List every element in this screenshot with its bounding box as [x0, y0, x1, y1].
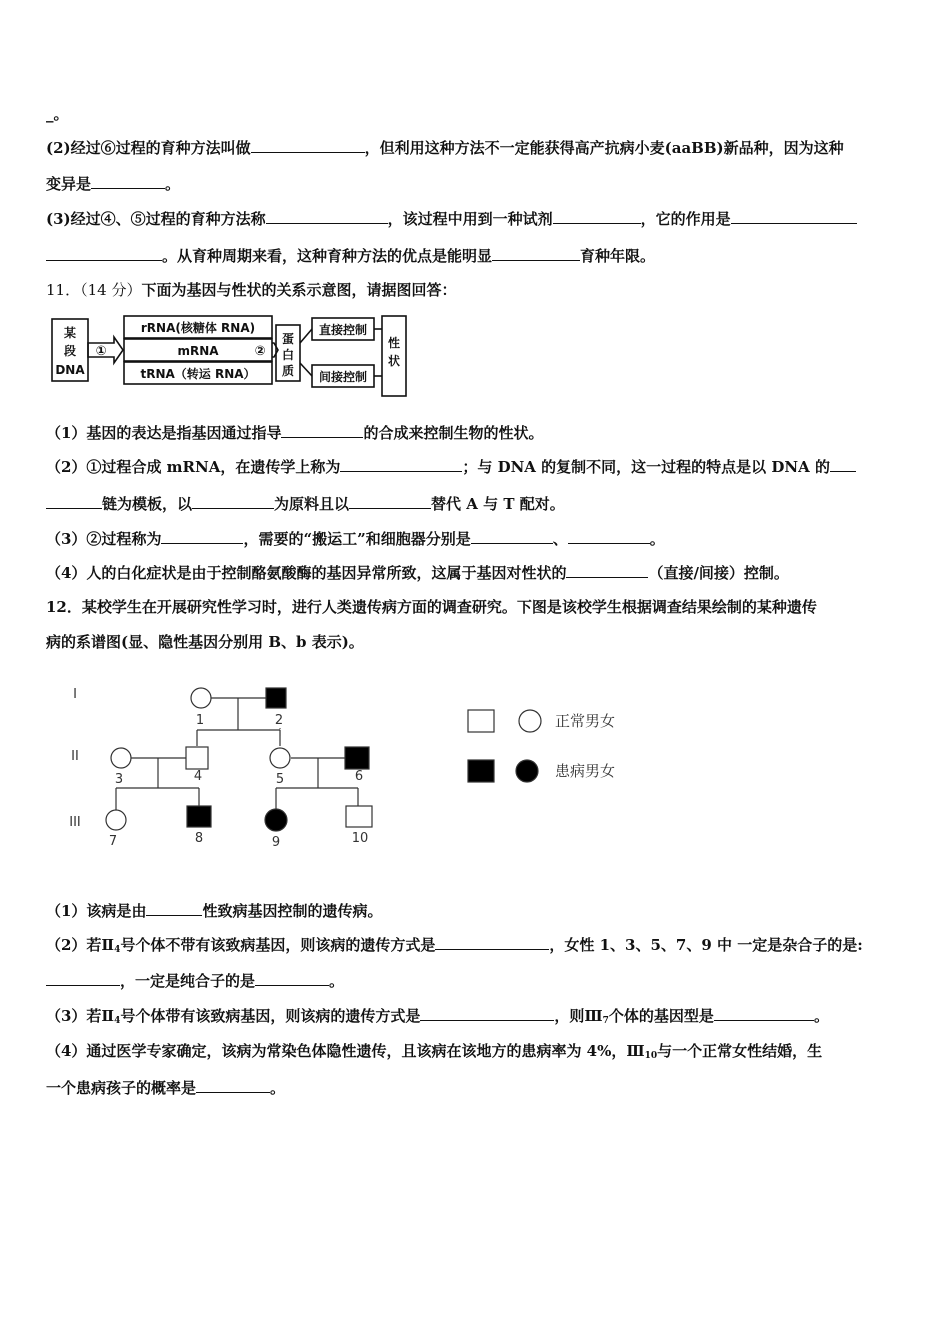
q12-p4-d: 。 — [270, 1079, 286, 1097]
q11-score: （14 分） — [80, 281, 142, 299]
q12-part3 — [46, 1005, 829, 1031]
trait-char-1: 性 — [387, 336, 401, 350]
q12-part1 — [46, 900, 382, 921]
q10-part2-line2 — [46, 173, 180, 194]
individual-6 — [345, 747, 369, 769]
answer-blank[interactable] — [146, 900, 202, 916]
q10-part2-line1 — [46, 137, 844, 158]
q12-p2-b: 号个体不带有该致病基因，则该病的遗传方式是 — [120, 936, 436, 954]
label-7: 7 — [108, 834, 118, 849]
label-1: 1 — [195, 713, 205, 728]
q11-p1-a: （1）基因的表达是指基因通过指导 — [46, 424, 282, 442]
dna-char-3: DNA — [55, 363, 85, 377]
protein-char-3: 质 — [281, 364, 295, 378]
answer-blank[interactable] — [196, 1077, 270, 1093]
q12-p4-b: 与一个正常女性结婚，生 — [657, 1042, 823, 1060]
legend-affected-female — [516, 760, 538, 782]
dna-char-1: 某 — [63, 326, 77, 340]
individual-4 — [186, 747, 208, 769]
q12-p3-sub2: 7 — [602, 1016, 609, 1026]
q12-p3-d: 个体的基因型是 — [608, 1007, 714, 1025]
q11-part3 — [46, 528, 665, 549]
q11-number: 11． — [46, 281, 81, 299]
q10-part3-line1 — [46, 208, 857, 229]
gene-trait-diagram — [48, 313, 413, 405]
q11-stem — [46, 280, 456, 300]
q11-p2-b: ；与 DNA 的复制不同，这一过程的特点是以 DNA 的 — [462, 458, 830, 476]
q10-p2-b: ，但利用这种方法不一定能获得高产抗病小麦(aaBB)新品种，因为这种 — [364, 139, 844, 157]
q11-part2-line1 — [46, 456, 856, 477]
gen-label-3: III — [69, 815, 81, 830]
q11-p2-e: 替代 A 与 T 配对。 — [431, 495, 565, 513]
q12-p2-d: ，一定是纯合子的是 — [120, 972, 256, 990]
q12-part4-line1 — [46, 1041, 822, 1066]
answer-blank[interactable] — [161, 528, 243, 544]
protein-char-2: 白 — [281, 348, 295, 362]
q12-p4-sub: 10 — [644, 1051, 658, 1061]
mrna-label: mRNA — [177, 344, 219, 358]
individual-8 — [187, 806, 211, 827]
q11-p2-c: 链为模板，以 — [102, 495, 193, 513]
q10-p2-c: 变异是 — [46, 175, 92, 193]
q12-p3-c: ，则Ⅲ — [554, 1007, 603, 1025]
answer-blank[interactable] — [731, 208, 857, 224]
q12-p4-c: 一个患病孩子的概率是 — [46, 1079, 197, 1097]
legend-normal-female — [519, 710, 541, 732]
arrow-step2 — [272, 343, 278, 357]
label-5: 5 — [275, 772, 285, 787]
answer-blank[interactable] — [255, 970, 329, 986]
label-8: 8 — [194, 831, 204, 846]
answer-blank[interactable] — [471, 528, 553, 544]
answer-blank[interactable] — [566, 562, 648, 578]
q10-p3-b: ，该过程中用到一种试剂 — [387, 210, 553, 228]
q11-p1-b: 的合成来控制生物的性状。 — [363, 424, 544, 442]
label-9: 9 — [271, 835, 281, 850]
q11-p3-a: （3）②过程称为 — [46, 530, 162, 548]
answer-blank[interactable] — [340, 456, 462, 472]
individual-3 — [111, 748, 131, 768]
q12-p3-e: 。 — [813, 1007, 829, 1025]
q12-p3-sub: 4 — [114, 1016, 121, 1026]
q11-p3-b: ，需要的“搬运工”和细胞器分别是 — [243, 530, 471, 548]
direct-label: 直接控制 — [318, 323, 368, 337]
q10-p3-c: ，它的作用是 — [640, 210, 731, 228]
step1-label: ① — [95, 344, 107, 359]
answer-blank[interactable] — [830, 456, 856, 472]
answer-blank[interactable] — [91, 173, 165, 189]
answer-blank[interactable] — [492, 245, 580, 261]
q12-p2-sub: 4 — [114, 945, 121, 955]
q12-p4-a: （4）通过医学专家确定，该病为常染色体隐性遗传，且该病在该地方的患病率为 4%，Ⅲ — [46, 1042, 645, 1060]
individual-1 — [191, 688, 211, 708]
q10-p3-d: 。从育种周期来看，这种育种方法的优点是能明显 — [162, 247, 493, 265]
answer-blank[interactable] — [192, 493, 274, 509]
q11-p2-d: 为原料且以 — [274, 495, 350, 513]
individual-2 — [266, 688, 286, 708]
answer-blank[interactable] — [266, 208, 388, 224]
legend-normal-label: 正常男女 — [554, 712, 616, 730]
legend-normal-male — [468, 710, 494, 732]
answer-blank[interactable] — [281, 422, 363, 438]
q12-p2-a: （2）若Ⅱ — [46, 936, 115, 954]
trait-char-2: 状 — [387, 354, 401, 368]
gen-label-1: I — [73, 687, 77, 702]
q11-p4-a: （4）人的白化症状是由于控制酪氨酸酶的基因异常所致，这属于基因对性状的 — [46, 564, 567, 582]
step2-label: ② — [254, 344, 266, 359]
q12-stem-line1: 12．某校学生在开展研究性学习时，进行人类遗传病方面的调查研究。下图是该校学生根据调查结果绘制的某种遗传 — [46, 598, 817, 616]
label-3: 3 — [114, 772, 124, 787]
individual-7 — [106, 810, 126, 830]
arrow-direct — [300, 329, 312, 343]
answer-blank[interactable] — [714, 1005, 814, 1021]
answer-blank[interactable] — [46, 245, 162, 261]
q12-p3-b: 号个体带有该致病基因，则该病的遗传方式是 — [120, 1007, 421, 1025]
q12-p2-e: 。 — [329, 972, 345, 990]
q10-p3-a: (3)经过④、⑤过程的育种方法称 — [46, 210, 266, 228]
q10-part3-line2 — [46, 245, 655, 266]
rrna-label: rRNA(核糖体 RNA) — [140, 321, 256, 335]
q12-part4-line2 — [46, 1077, 285, 1098]
stray-mark: i — [278, 726, 282, 739]
individual-5 — [270, 748, 290, 768]
q12-p2-c: ，女性 1、3、5、7、9 中 一定是杂合子的是: — [549, 936, 863, 954]
q12-part2-line1 — [46, 934, 863, 960]
answer-blank[interactable] — [553, 208, 641, 224]
q11-part1 — [46, 422, 543, 443]
q11-part4 — [46, 562, 789, 583]
trna-label: tRNA（转运 RNA） — [140, 367, 256, 381]
q11-p3-c: 、 — [552, 530, 568, 548]
protein-char-1: 蛋 — [281, 332, 295, 346]
q11-stem-text: 下面为基因与性状的关系示意图，请据图回答： — [141, 281, 457, 299]
answer-blank[interactable] — [349, 493, 431, 509]
answer-blank[interactable] — [46, 493, 102, 509]
label-10: 10 — [351, 831, 369, 846]
q12-p1-b: 性致病基因控制的遗传病。 — [202, 902, 383, 920]
answer-blank[interactable] — [420, 1005, 554, 1021]
legend-affected-male — [468, 760, 494, 782]
answer-blank[interactable] — [46, 970, 120, 986]
q11-p4-b: （直接/间接）控制。 — [648, 564, 789, 582]
answer-blank[interactable] — [251, 137, 365, 153]
q10-p2-a: (2)经过⑥过程的育种方法叫做 — [46, 139, 251, 157]
individual-9 — [265, 809, 287, 831]
q10-p3-e: 育种年限。 — [580, 247, 656, 265]
q12-part2-line2 — [46, 970, 344, 991]
q12-p3-a: （3）若Ⅱ — [46, 1007, 115, 1025]
legend-affected-label: 患病男女 — [554, 762, 616, 780]
q11-p3-d: 。 — [649, 530, 665, 548]
label-4: 4 — [193, 769, 203, 784]
gen-label-2: II — [71, 749, 79, 764]
dna-char-2: 段 — [63, 344, 77, 358]
q12-p1-a: （1）该病是由 — [46, 902, 147, 920]
q10-p2-end: 。 — [165, 175, 181, 193]
arrow-indirect — [300, 363, 312, 376]
answer-blank[interactable] — [435, 934, 549, 950]
q11-p2-a: （2）①过程合成 mRNA，在遗传学上称为 — [46, 458, 341, 476]
pedigree-chart — [60, 680, 660, 855]
q12-stem-line2: 病的系谱图(显、隐性基因分别用 B、b 表示)。 — [46, 633, 364, 651]
label-2: 2 — [274, 713, 284, 728]
label-6: 6 — [354, 769, 364, 784]
answer-blank[interactable] — [568, 528, 650, 544]
individual-10 — [346, 806, 372, 827]
q11-part2-line2 — [46, 493, 565, 514]
indirect-label: 间接控制 — [318, 370, 368, 384]
top-fragment: _。 — [46, 105, 69, 123]
